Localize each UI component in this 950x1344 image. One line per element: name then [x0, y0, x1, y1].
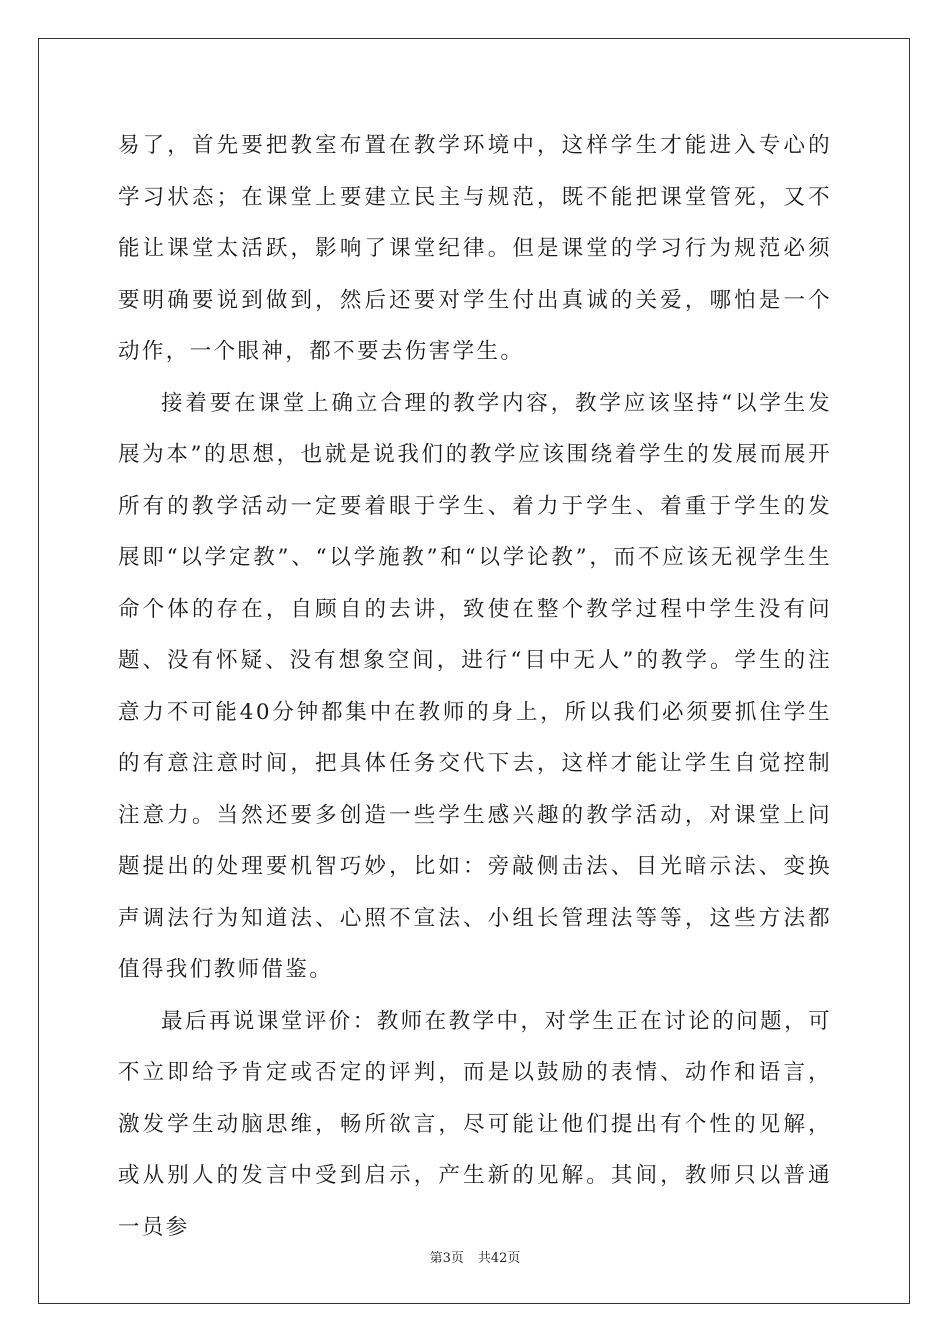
document-body: [118, 120, 832, 1253]
paragraph-2: 接着要在课堂上确立合理的教学内容，教学应该坚持“以学生发展为本”的思想，也就是说我们的教学应该围绕着学生的发展而展开所有的教学活动一定要着眼于学生、着力于学生、着重于学生的发展即“以学定教”、“以学施教”和“以学论教”，而不应该无视学生生命个体的存在，自顾自的去讲，致使在整个教学过程中学生没有问题、没有怀疑、没有想象空间，进行“目中无人”的教学。学生的注意力不可能40分钟都集中在教师的身上，所以我们必须要抓住学生的有意注意时间，把具体任务交代下去，这样才能让学生自觉控制注意力。当然还要多创造一些学生感兴趣的教学活动，对课堂上问题提出的处理要机智巧妙，比如：旁敲侧击法、目光暗示法、变换声调法行为知道法、心照不宣法、小组长管理法等等，这些方法都值得我们教师借鉴。: [118, 390, 832, 982]
paragraph-1: 易了，首先要把教室布置在教学环境中，这样学生才能进入专心的学习状态；在课堂上要建立民主与规范，既不能把课堂管死，又不能让课堂太活跃，影响了课堂纪律。但是课堂的学习行为规范必须要明确要说到做到，然后还要对学生付出真诚的关爱，哪怕是一个动作，一个眼神，都不要去伤害学生。: [118, 133, 832, 364]
total-page-count: 共42页: [477, 1251, 521, 1266]
page-footer: [0, 1247, 950, 1266]
paragraph-3: 最后再说课堂评价：教师在教学中，对学生正在讨论的问题，可不立即给予肯定或否定的评判，而是以鼓励的表情、动作和语言，激发学生动脑思维，畅所欲言，尽可能让他们提出有个性的见解，或从别人的发言中受到启示，产生新的见解。其间，教师只以普通一员参: [118, 1008, 832, 1240]
current-page-number: 第3页: [429, 1251, 464, 1266]
